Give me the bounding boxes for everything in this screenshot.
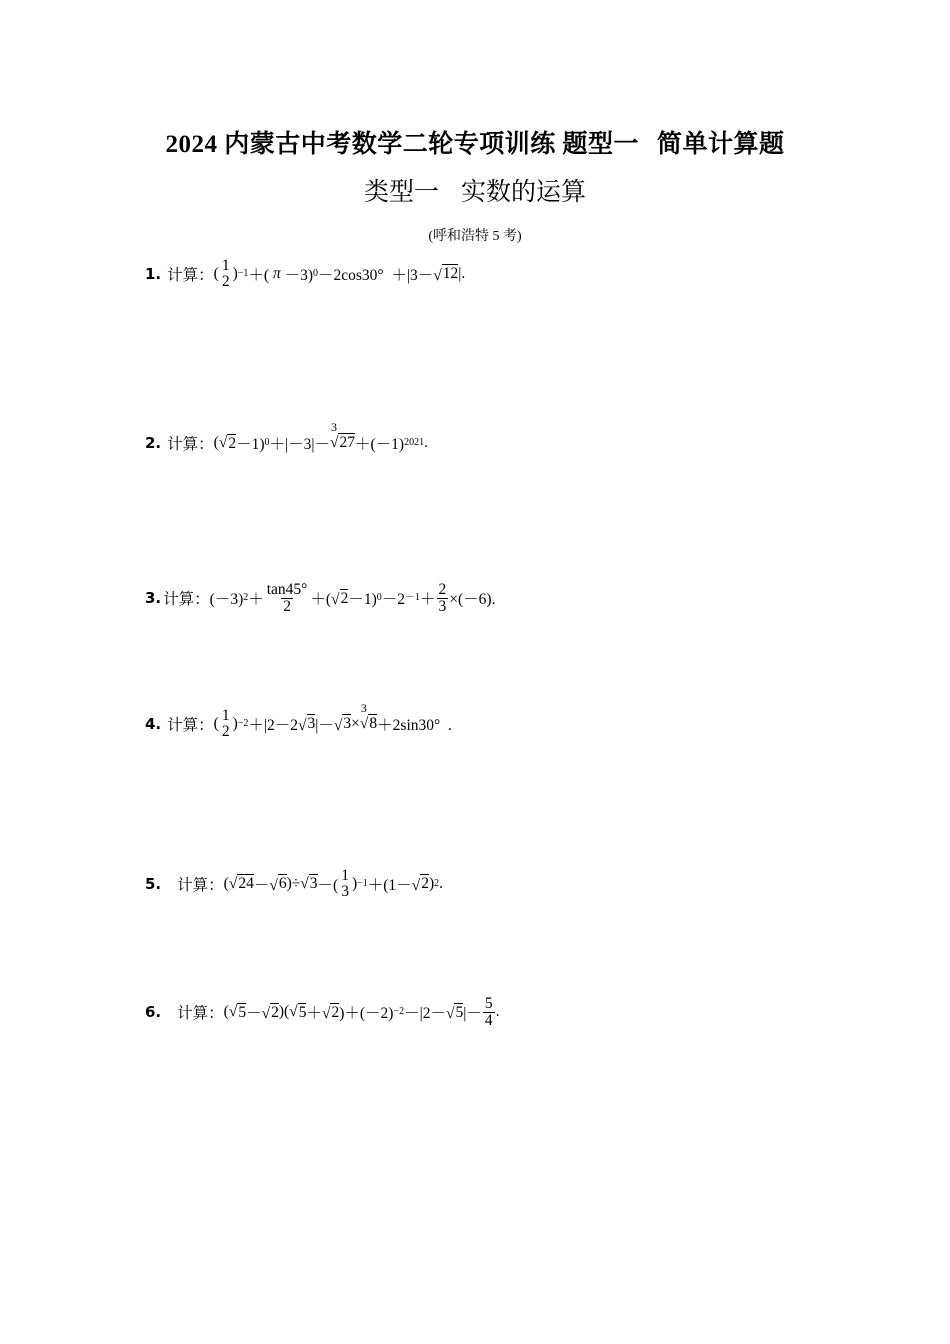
source-note: (呼和浩特 5 考) xyxy=(428,229,522,244)
math-expression: (√ 5 －√ 2 )(√ 5 ＋√ 2 )＋(－2) −2 －|2－√ 5 |－ $\frac{5}{4}$ . xyxy=(223,995,500,1029)
fraction: $\frac{2}{3}$ xyxy=(438,581,447,615)
question-label: 计算： xyxy=(163,591,210,608)
section-type: 类型一 xyxy=(363,177,439,206)
question-label: 计算： xyxy=(177,876,224,894)
question-6 xyxy=(145,996,499,1028)
document-title xyxy=(0,124,950,160)
math-expression: ( 1 2 ) −2 ＋|2－2√ 3 |－√ 3 × 3 √8 ＋2sin30° . xyxy=(213,700,452,740)
question-number: 1. xyxy=(145,264,162,283)
fraction: $\frac{5}{4}$ xyxy=(484,995,493,1029)
title-topic: 简单计算题 xyxy=(657,131,785,158)
fraction: 1 2 xyxy=(221,257,230,290)
question-label: 计算： xyxy=(167,716,214,734)
math-expression: (√ 24 －√ 6 )÷√ 3 －( 1 3 ) −1 ＋(1－√ 2 ) 2 . xyxy=(223,867,443,900)
question-1 xyxy=(145,258,465,289)
math-expression: (－3) 2 ＋ $\frac{\tan 45^\circ}{2}$ ＋(√ 2 －1) 0 －2 －1 ＋ $\frac{2}{3}$ ×(－6). xyxy=(209,581,496,615)
math-expression: (√ 2 －1) 0 ＋|－3|－ 3 √27 ＋(－1) 2021 . xyxy=(213,420,428,453)
fraction: 1 3 xyxy=(341,867,349,900)
question-number: 5. xyxy=(145,874,162,893)
question-number: 3. xyxy=(145,589,162,607)
question-number: 2. xyxy=(145,434,162,452)
question-label: 计算： xyxy=(177,1005,224,1022)
question-3 xyxy=(145,582,495,614)
question-number: 4. xyxy=(145,714,162,733)
fraction: 1 2 xyxy=(221,707,230,740)
fraction: $\frac{\tan 45^\circ}{2}$ xyxy=(266,581,308,615)
question-number: 6. xyxy=(145,1003,162,1021)
question-2 xyxy=(145,420,428,454)
section-title xyxy=(0,172,950,208)
question-label: 计算： xyxy=(167,436,214,453)
question-4 xyxy=(145,700,452,740)
question-label: 计算： xyxy=(167,266,214,284)
math-expression: ( 1 2 ) −1 ＋( π －3) 0 －2cos30° ＋|3－√ 12 |. xyxy=(213,257,466,290)
title-main: 2024 内蒙古中考数学二轮专项训练 题型一 xyxy=(165,131,639,158)
section-topic: 实数的运算 xyxy=(461,177,587,206)
question-5 xyxy=(145,868,443,899)
